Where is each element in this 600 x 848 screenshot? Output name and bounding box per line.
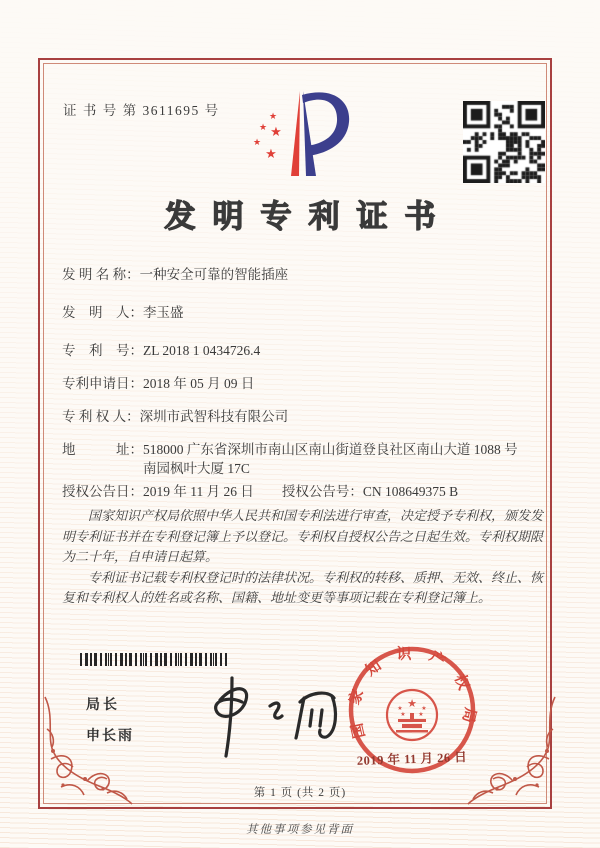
field-value: CN 108649375 B — [362, 484, 459, 499]
svg-text:★: ★ — [418, 712, 424, 718]
svg-text:★: ★ — [397, 706, 403, 712]
field-grant-row — [62, 482, 520, 501]
page-number-note: 第 1 页 (共 2 页) — [253, 787, 347, 799]
field-grant-number — [282, 482, 458, 501]
field-application-date — [62, 374, 520, 393]
field-invention-name — [62, 265, 520, 284]
field-label: 专 利 号： — [62, 343, 143, 358]
seal-date: 2019 年 11 月 26 日 — [356, 750, 468, 768]
national-emblem-icon — [387, 690, 437, 740]
legal-paragraph-1: 国家知识产权局依照中华人民共和国专利法进行审查，决定授予专利权，颁发发明专利证书并在专利登记簿上予以登记。专利权自授权公告之日起生效。专利权期限为二十年，自申请日起算。 — [62, 508, 544, 564]
legal-paragraph-2: 专利证书记载专利权登记时的法律状况。专利权的转移、质押、无效、终止、恢复和专利权人的姓名或名称、国籍、地址变更等事项记载在专利登记簿上。 — [62, 569, 544, 605]
cnipa-logo-icon — [248, 88, 358, 183]
field-value: 一种安全可靠的智能插座 — [139, 267, 289, 282]
certificate-title: 发明专利证书 — [164, 199, 453, 234]
director-signature-icon — [182, 672, 347, 760]
field-patentee — [62, 407, 520, 426]
qr-code — [463, 101, 545, 183]
field-value: 李玉盛 — [143, 305, 184, 320]
field-value: 2018 年 05 月 09 日 — [143, 376, 255, 391]
barcode — [80, 653, 227, 666]
field-value: 2019 年 11 月 26 日 — [143, 484, 254, 499]
field-patent-number — [62, 341, 520, 360]
field-label: 专 利 权 人： — [62, 409, 140, 424]
field-label: 发 明 人： — [62, 305, 143, 320]
svg-text:★: ★ — [270, 124, 282, 139]
svg-text:★: ★ — [421, 706, 427, 712]
field-value: 深圳市武智科技有限公司 — [139, 409, 289, 424]
field-label: 地 址： — [62, 442, 143, 457]
field-label: 发 明 名 称： — [62, 267, 140, 282]
svg-text:★: ★ — [407, 698, 417, 710]
certificate-fields — [62, 265, 520, 501]
director-name: 申长雨 — [86, 727, 134, 743]
legal-text — [62, 506, 543, 609]
seal-agency-text: 国家知识产权局 — [346, 646, 478, 740]
field-label: 专利申请日： — [62, 376, 143, 391]
svg-text:★: ★ — [265, 146, 277, 161]
field-grant-date — [62, 482, 254, 501]
back-side-note: 其他事项参见背面 — [246, 824, 354, 836]
director-title: 局长 — [86, 696, 120, 712]
certificate-number: 证 书 号 第 3611695 号 — [63, 103, 220, 118]
svg-text:★: ★ — [258, 122, 268, 132]
field-value: ZL 2018 1 0434726.4 — [143, 343, 261, 358]
field-inventor — [62, 303, 520, 322]
svg-text:★: ★ — [252, 137, 262, 147]
svg-text:★: ★ — [268, 111, 278, 121]
svg-text:★: ★ — [400, 712, 406, 718]
field-address — [62, 440, 520, 478]
field-label: 授权公告号： — [281, 484, 363, 499]
field-label: 授权公告日： — [62, 484, 143, 499]
field-value: 518000 广东省深圳市南山区南山街道登良社区南山大道 1088 号南园枫叶大厦 17C — [143, 442, 518, 476]
